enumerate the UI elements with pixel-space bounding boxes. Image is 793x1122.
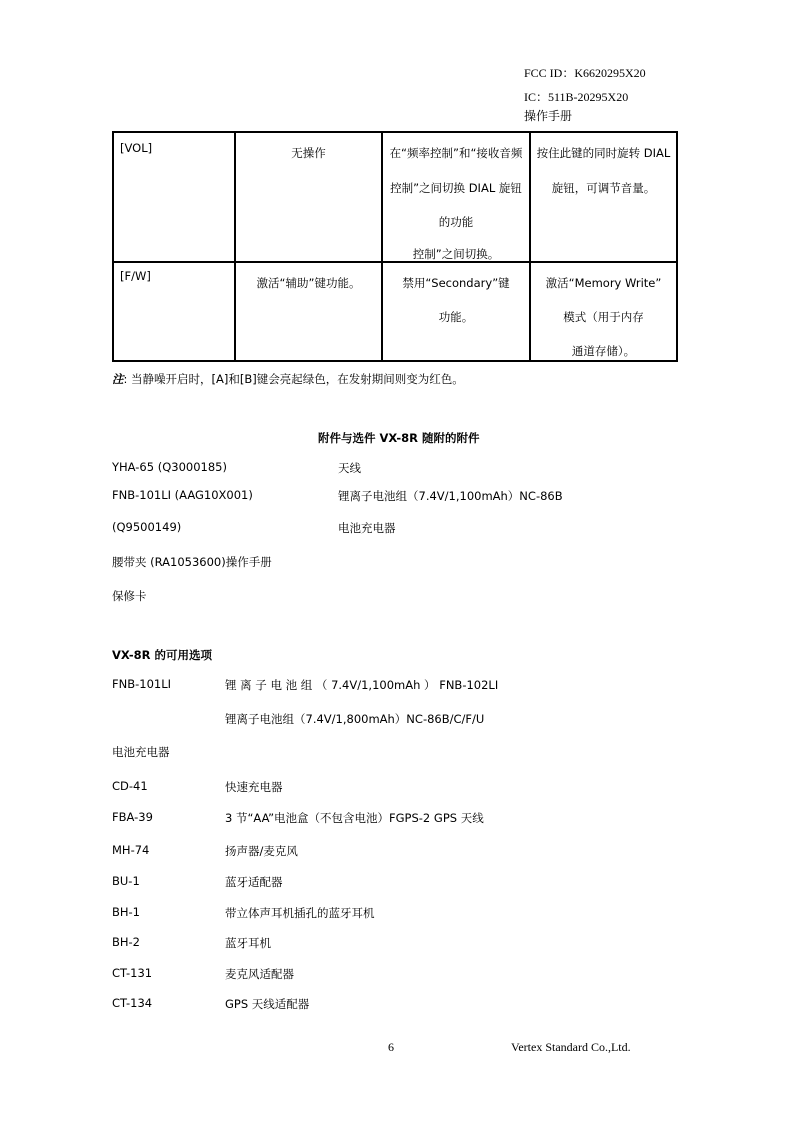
option-code: FNB-101LI bbox=[112, 677, 172, 691]
cell-text: 的功能 bbox=[438, 215, 474, 229]
option-desc: GPS 天线适配器 bbox=[225, 997, 310, 1011]
option-code: FBA-39 bbox=[112, 810, 153, 824]
cell-text: 旋钮，可调节音量。 bbox=[551, 181, 656, 195]
accessories-title: 附件与选件 VX-8R 随附的附件 bbox=[318, 431, 480, 445]
cell-text: 禁用“Secondary”键 bbox=[402, 276, 510, 290]
cell-text: 在“频率控制”和“接收音频 bbox=[389, 146, 523, 160]
table-note bbox=[112, 371, 464, 387]
table-row-vol-col4 bbox=[531, 133, 676, 261]
cell-text: 激活“Memory Write” bbox=[545, 276, 662, 290]
accessory-desc: 电池充电器 bbox=[338, 521, 396, 535]
option-desc: 锂 离 子 电 池 组 （ 7.4V/1,100mAh ） FNB-102LI bbox=[225, 678, 499, 692]
cell-text: 模式（用于内存 bbox=[563, 310, 644, 324]
note-label: 注 bbox=[112, 372, 124, 386]
option-code: CT-134 bbox=[112, 996, 153, 1010]
accessory-desc: 天线 bbox=[338, 461, 361, 475]
accessory-part: (Q9500149) bbox=[112, 520, 182, 534]
option-code: BH-1 bbox=[112, 905, 141, 919]
option-desc: 锂离子电池组（7.4V/1,800mAh）NC-86B/C/F/U bbox=[225, 712, 485, 726]
accessory-part: 腰带夹 (RA1053600)操作手册 bbox=[112, 555, 272, 569]
key-label: [VOL] bbox=[120, 141, 153, 155]
cell-text: 控制”之间切换。 bbox=[412, 247, 500, 261]
manual-label: 操作手册 bbox=[524, 109, 573, 123]
cell-text: 按住此键的同时旋转 DIAL bbox=[536, 146, 671, 160]
option-code: BU-1 bbox=[112, 874, 140, 888]
accessory-desc: 锂离子电池组（7.4V/1,100mAh）NC-86B bbox=[338, 489, 563, 503]
cell-text: 通道存储）。 bbox=[571, 344, 636, 358]
key-label: [F/W] bbox=[120, 269, 151, 283]
page-number: 6 bbox=[388, 1040, 394, 1054]
table-row-vol-key bbox=[120, 141, 230, 155]
cell-text: 激活“辅助”键功能。 bbox=[256, 276, 361, 290]
note-text: : 当静噪开启时，[A]和[B]键会亮起绿色，在发射期间则变为红色。 bbox=[123, 372, 464, 386]
table-row-fw-key bbox=[120, 269, 230, 283]
ic-id: IC：511B-20295X20 bbox=[524, 90, 629, 104]
cell-text: 无操作 bbox=[291, 146, 326, 160]
cell-text: 控制”之间切换 DIAL 旋钮 bbox=[390, 181, 522, 195]
option-desc: 扬声器/麦克风 bbox=[225, 844, 298, 858]
accessory-part: 保修卡 bbox=[112, 589, 147, 603]
option-code: MH-74 bbox=[112, 843, 150, 857]
option-desc: 3 节“AA”电池盒（不包含电池）FGPS-2 GPS 天线 bbox=[225, 811, 484, 825]
option-desc: 蓝牙适配器 bbox=[225, 875, 283, 889]
option-code: CT-131 bbox=[112, 966, 153, 980]
option-desc: 带立体声耳机插孔的蓝牙耳机 bbox=[225, 906, 375, 920]
option-desc: 麦克风适配器 bbox=[225, 967, 294, 981]
cell-text: 功能。 bbox=[438, 310, 474, 324]
fcc-id: FCC ID：K6620295X20 bbox=[524, 66, 646, 80]
option-code: CD-41 bbox=[112, 779, 148, 793]
charger-heading: 电池充电器 bbox=[112, 745, 170, 759]
key-function-table bbox=[112, 131, 678, 362]
option-code: BH-2 bbox=[112, 935, 141, 949]
company-name: Vertex Standard Co.,Ltd. bbox=[511, 1040, 631, 1054]
table-row-vol-col3 bbox=[383, 133, 529, 261]
accessory-part: FNB-101LI (AAG10X001) bbox=[112, 488, 253, 502]
accessory-part: YHA-65 (Q3000185) bbox=[112, 460, 227, 474]
table-row-vol-col2 bbox=[236, 133, 381, 261]
options-title: VX-8R 的可用选项 bbox=[112, 648, 212, 662]
option-desc: 蓝牙耳机 bbox=[225, 936, 271, 950]
option-desc: 快速充电器 bbox=[225, 780, 283, 794]
